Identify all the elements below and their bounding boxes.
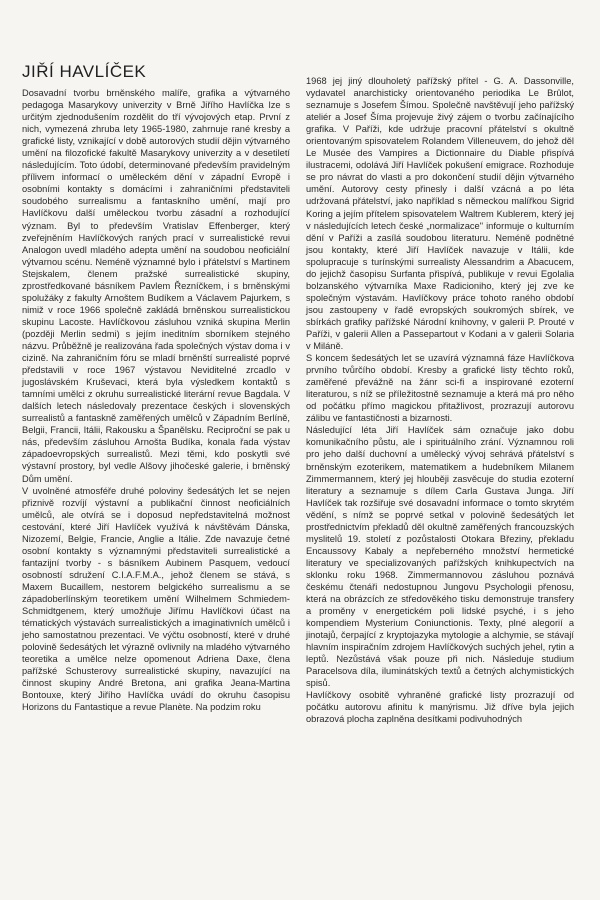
paragraph: Havlíčkovy osobitě vyhraněné grafické listy prozrazují od počátku autorovu afinitu k manýrismu. Již dříve byla jejich obrazová plocha zaplněna desítkami podivuhodných — [306, 690, 574, 725]
left-column — [22, 87, 290, 713]
article-title: JIŘÍ HAVLÍČEK — [22, 62, 147, 81]
paragraph: V uvolněné atmosféře druhé poloviny šedesátých let se nejen přiznivě rozvíjí výstavní a publikační činnost neoficiálních umělců, ale otvírá se i doposud nepředstavitelná možnost cestování, které Jiří Havlíček využívá k návštěvám Dánska, Nizozemí, Belgie, Francie, Anglie a Itálie. Zde navazuje četné osobní kontakty s významnými představiteli surrealistické a fantazijní tvorby - s básníkem Aubinem Pasquem, vedoucí osobností sdružení C.I.A.F.M.A., jehož členem se stává, s Maxem Bucaillem, nestorem belgického surrealismu a se západoberlínským teoretikem umění Wilhelmem Schmiedem-Schmidtgenem, který umožňuje Jiřímu Havlíčkovi účast na tématických výstavách surrealistických a imaginativních umělců i jeho samostatnou prezentaci. Ve výčtu osobností, které v druhé polovině šedesátých let výrazně ovlivnily na mladého výtvarného teoretika a umělce nelze opomenout Adriena Daxe, člena pařížské Schusterovy surrealistické skupiny, navazující na činnost skupiny André Bretona, ani grafika Jeana-Martina Bontouxe, který Jiřího Havlíčka uvádí do okruhu časopisu Horizons du Fantastique a revue Planète. Na podzim roku — [22, 485, 290, 713]
right-column — [306, 75, 574, 726]
paragraph: Dosavadní tvorbu brněnského malíře, grafika a výtvarného pedagoga Masarykovy univerzity v Brně Jiřího Havlíčka lze s určitým zjednodušením rozdělit do tří vývojových etap. První z nich, vymezená zhruba lety 1965-1980, zahrnuje rané kresby a grafické listy, vznikající v době autorových studií dějin výtvarného umění na filozofické fakultě Masarykovy univerzity a v desetiletí následujícím. Toto údobí, determinované především pravidelným přílivem informací o uměleckém dění v západní Evropě i osobními kontakty s domácími i zahraničními představiteli soudobého surrealismu a fantaskního umění, mají pro Havlíčkovu další uměleckou tvorbu zásadní a rozhodující význam. Byl to především Vratislav Effenberger, který zveřejněním Havlíčkových raných prací v surrealistické revui Analogon uvedl mladého adepta umění na soudobou neoficiální výtvarnou scénu. Neméně významné bylo i přátelství s Martinem Stejskalem, členem pražské surrealistické skupiny, zprostředkované básníkem Pavlem Řezníčkem, i s brněnskými spolužáky z fakulty Arnoštem Budíkem a Václavem Pajurkem, s nimiž v roce 1966 společně zakládá brněnskou surrealistickou skupinu Lacoste. Havlíčkovou zásluhou vzniká skupina Merlin (později Merlin sedmi) s jejím ineditním sborníkem stejného názvu. Průběžně je realizována řada společných výstav doma i v cizině. Na zahraničním fóru se mladí brněnští surrealisté poprvé představili v roce 1967 výstavou Neviditelné zrcadlo v jugoslávském Kruševaci, která byla výsledkem kontaktů s tamními umělci z okruhu surrealistické literární revue Bagdala. V dalších letech následovaly prezentace českých i slovenských surrealistů a fantaskně zaměřených umělců v Západním Berlíně, Belgii, Francii, Itálii, Rakousku a Španělsku. Reciproční se pak u nás, především zásluhou Arnošta Budíka, konala řada výstav západoevropských surrealistů. Mezi těmi, kdo poskytli své výstavní prostory, byl vedle Alšovy jihočeské galerie, i brněnský Dům umění. — [22, 88, 290, 484]
paragraph: S koncem šedesátých let se uzavírá významná fáze Havlíčkova prvního tvůrčího období. Kresby a grafické listy těchto roků, zaměřené převážně na žánr sci-fi a inspirované ezoterní literaturou, s níž se příležitostně seznamuje a která má pro něho od počátku přímo magickou přitažlivost, prozrazují autorovu zálibu ve fantastičnosti a bizarnosti. — [306, 353, 574, 424]
paragraph: Následující léta Jiří Havlíček sám označuje jako dobu komunikačního půstu, ale i spirituálního zrání. Významnou roli pro jeho další duchovní a umělecký vývoj sehrává přátelství s brněnským ezoterikem, matematikem a hudebníkem Milanem Zimmermannem, který jej hlouběji zasvěcuje do studia ezoterní literatury a seznamuje s dílem Carla Gustava Junga. Jiří Havlíček tak rozšiřuje své dosavadní informace o tomto skrytém vědění, s nímž se poprvé setkal v polovině šedesátých let prostřednictvím překladů děl okultně zaměřených francouzských myslitelů 19. století z pozůstalosti Otokara Březiny, překladu Encaussovy Kabaly a nepřeberného množství hermetické literatury ve specializovaných pařížských knihkupectvích na sklonku roku 1968. Zimmermannovou zásluhou poznává českému čtenáři nedostupnou Jungovu Psychologii přenosu, která na obrázcích ze středověkého tisku demonstruje transfery a proměny v energetickém poli lidské psyché, i s jeho kompendiem Mysterium Coniunctionis. Texty, plné alegorií a jinotajů, čerpající z kryptojazyka mytologie a alchymie, se stávají hlavním inspiračním zdrojem Havlíčkových suchých jehel, rytin a leptů. Nezůstává však pouze při nich. Následuje studium Paracelsova díla, iluminátských textů a četných alchymistických spisů. — [306, 425, 574, 689]
paragraph: 1968 jej jiný dlouholetý pařížský přítel - G. A. Dassonville, vydavatel anarchisticky orientovaného periodika Le Brûlot, seznamuje s Josefem Šímou. Společně navštěvují jeho pařížský ateliér a Josef Šíma projevuje živý zájem o tvorbu začínajícího grafika. V Paříži, kde udržuje pracovní přátelství s okultně orientovaným spisovatelem Rolandem Villeneuvem, do jehož děl Le Musée des Vampires a Dictionnaire du Diable přispívá ilustracemi, odolává Jiří Havlíček pokušení emigrace. Rozhoduje se pro návrat do vlasti a pro dokončení studií dějin výtvarného umění. Autorovy cesty přinesly i další vzácná a po léta udržovaná přátelství, jako například s německou malířkou Sigrid Koring a jejím přítelem spisovatelem Waltrem Kublerem, který jej v následujících letech české „normalizace" informuje o kulturním dění v Paříži a zasílá soudobou literaturu. Neméně podnětné jsou kontakty, které Jiří Havlíček navazuje v Itálii, kde spolupracuje s turínskými surrealisty Alessandrim a Abacucem, do jejichž časopisu Surfanta přispívá, publikuje v revui Egolalia bolzanského výtvarníka Maxe Radicioniho, který jej zve ke společným výstavám. Havlíčkovy práce tohoto raného období jsou zastoupeny v řadě evropských soukromých sbírek, ve sbírkách grafiky pařížské Národní knihovny, v galerii P. Prouté v Paříži, v galerii Allen a Passepartout v Kodani a v galerii Solaria v Miláně. — [306, 76, 574, 352]
